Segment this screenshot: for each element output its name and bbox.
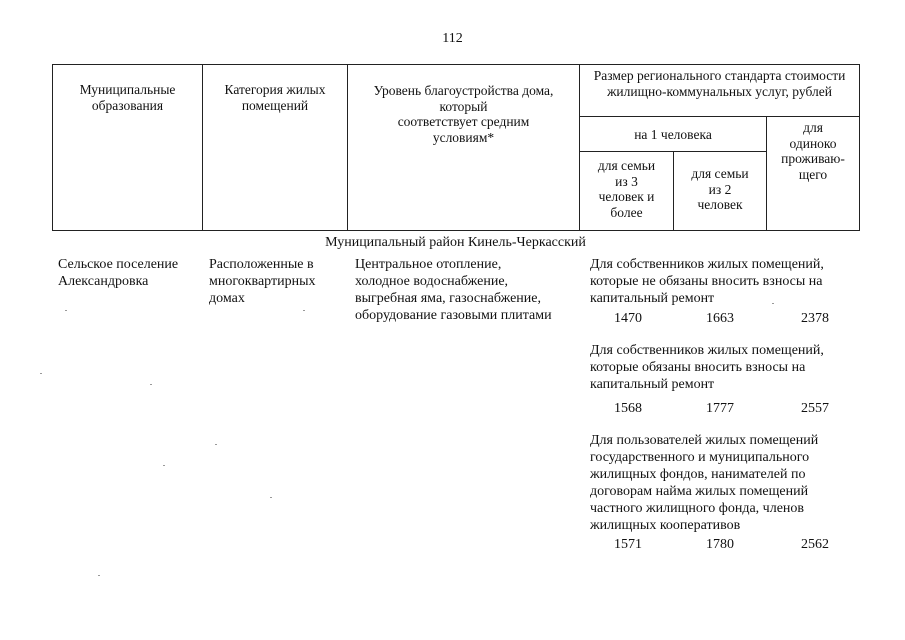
header-level: Уровень благоустройства дома, который соответствует средним условиям* bbox=[348, 65, 580, 231]
group-label-3: Для пользователей жилых помещений государственного и муниципального жилищных фондов, нанимателей по договорам найма жилых помещений частного жилищного фонда, членов жилищных кооперативов bbox=[590, 433, 819, 533]
scan-speck bbox=[303, 310, 305, 311]
scan-speck bbox=[270, 497, 272, 498]
header-standard-size: Размер регионального стандарта стоимости жилищно-коммунальных услуг, рублей bbox=[580, 65, 860, 117]
category-cell: Расположенные в многоквартирных домах bbox=[209, 257, 316, 306]
header-per-person: на 1 человека bbox=[580, 117, 767, 152]
scan-speck bbox=[772, 303, 774, 304]
scan-speck bbox=[65, 310, 67, 311]
header-single: для одиноко проживаю- щего bbox=[767, 117, 860, 231]
value-2-single: 2557 bbox=[801, 401, 829, 416]
value-3-family3: 1571 bbox=[614, 537, 642, 552]
value-1-family3: 1470 bbox=[614, 311, 642, 326]
value-2-family3: 1568 bbox=[614, 401, 642, 416]
scan-speck bbox=[163, 465, 165, 466]
value-1-family2: 1663 bbox=[706, 311, 734, 326]
value-3-family2: 1780 bbox=[706, 537, 734, 552]
scan-speck bbox=[40, 373, 42, 374]
level-cell: Центральное отопление, холодное водоснабжение, выгребная яма, газоснабжение, оборудование газовыми плитами bbox=[355, 257, 552, 323]
scan-speck bbox=[215, 444, 217, 445]
value-3-single: 2562 bbox=[801, 537, 829, 552]
header-category: Категория жилых помещений bbox=[203, 65, 348, 231]
page-number: 112 bbox=[442, 31, 463, 46]
value-2-family2: 1777 bbox=[706, 401, 734, 416]
header-municipal: Муниципальные образования bbox=[53, 65, 203, 231]
district-heading: Муниципальный район Кинель-Черкасский bbox=[325, 235, 586, 250]
header-table bbox=[52, 64, 860, 231]
municipality-cell: Сельское поселение Александровка bbox=[58, 257, 179, 289]
header-family-3: для семьи из 3 человек и более bbox=[580, 152, 674, 231]
scan-speck bbox=[98, 575, 100, 576]
header-family-2: для семьи из 2 человек bbox=[674, 152, 767, 231]
group-label-1: Для собственников жилых помещений, которые не обязаны вносить взносы на капитальный ремонт bbox=[590, 257, 824, 306]
group-label-2: Для собственников жилых помещений, которые обязаны вносить взносы на капитальный ремонт bbox=[590, 343, 824, 392]
scan-speck bbox=[150, 384, 152, 385]
value-1-single: 2378 bbox=[801, 311, 829, 326]
